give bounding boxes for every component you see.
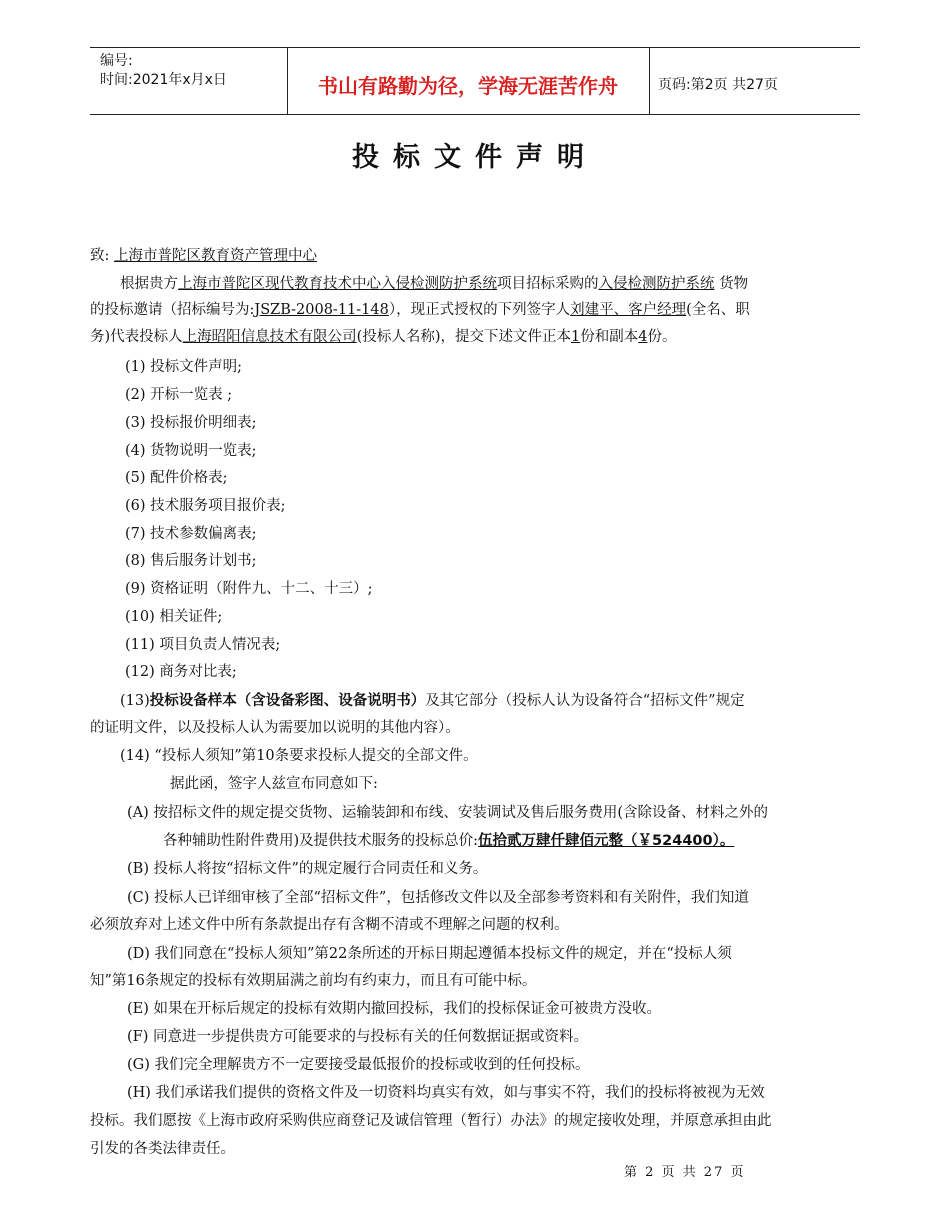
originals-count: 1 bbox=[571, 329, 581, 345]
intro-line-1 bbox=[120, 272, 748, 293]
number-label: 编号: bbox=[100, 53, 133, 69]
signer: 刘建平、客户经理 bbox=[570, 302, 687, 318]
company-name: 上海昭阳信息技术有限公司 bbox=[182, 329, 357, 345]
list-item: (12) 商务对比表; bbox=[125, 664, 237, 680]
clause-d-line-1: (D) 我们同意在“投标人须知”第22条所述的开标日期起遵循本投标文件的规定，并在“投标人须 bbox=[127, 946, 732, 962]
header-divider-right bbox=[649, 47, 650, 114]
clause-h-line-2: 投标。我们愿按《上海市政府采购供应商登记及诚信管理（暂行）办法》的规定接收处理，并原意承担由此 bbox=[90, 1113, 772, 1129]
clause-h-line-3: 引发的各类法律责任。 bbox=[90, 1141, 235, 1157]
header-bottom-rule bbox=[90, 114, 860, 115]
salutation-prefix: 致: bbox=[90, 248, 110, 264]
total-price: 伍拾贰万肆仟肆佰元整（￥524400）。 bbox=[478, 833, 735, 849]
intro-text: (投标人名称)，提交下述文件正本 bbox=[356, 329, 571, 345]
project-name: 上海市普陀区现代教育技术中心入侵检测防护系统 bbox=[178, 276, 497, 292]
intro-text: (全名、职 bbox=[686, 302, 750, 318]
list-item: (6) 技术服务项目报价表; bbox=[125, 498, 286, 514]
goods-name: 入侵检测防护系统 bbox=[598, 276, 715, 292]
item-13-number: (13) bbox=[120, 693, 150, 709]
intro-line-2 bbox=[90, 298, 750, 319]
intro-text: 的投标邀请（招标编号为: bbox=[90, 302, 255, 318]
clause-c-line-1: (C) 投标人已详细审核了全部“招标文件”，包括修改文件以及全部参考资料和有关附件，我们知道 bbox=[127, 890, 749, 906]
list-item: (5) 配件价格表; bbox=[125, 470, 228, 486]
intro-text: 货物 bbox=[719, 276, 749, 292]
motto: 书山有路勤为径，学海无涯苦作舟 bbox=[318, 74, 618, 98]
item-13 bbox=[120, 689, 745, 710]
header-page-info bbox=[658, 74, 778, 94]
time-value: 2021年x月x日 bbox=[132, 72, 227, 88]
intro-text: 项目招标采购的 bbox=[497, 276, 599, 292]
clause-f: (F) 同意进一步提供贵方可能要求的与投标有关的任何数据证据或资料。 bbox=[127, 1029, 588, 1045]
intro-text: ），现正式授权的下列签字人 bbox=[388, 302, 571, 318]
header-top-rule bbox=[90, 47, 860, 48]
clause-g: (G) 我们完全理解贵方不一定要接受最低报价的投标或收到的任何投标。 bbox=[127, 1057, 590, 1073]
list-item: (3) 投标报价明细表; bbox=[125, 415, 257, 431]
intro-text: 份。 bbox=[647, 329, 677, 345]
bid-number: JSZB-2008-11-148 bbox=[254, 302, 389, 318]
list-item: (7) 技术参数偏离表; bbox=[125, 526, 257, 542]
clause-a-line-2 bbox=[163, 829, 734, 850]
list-item: (4) 货物说明一览表; bbox=[125, 443, 257, 459]
clause-h-line-1: (H) 我们承诺我们提供的资格文件及一切资料均真实有效，如与事实不符，我们的投标将被视为无效 bbox=[127, 1085, 765, 1101]
intro-text: 根据贵方 bbox=[120, 276, 178, 292]
list-item: (2) 开标一览表 ; bbox=[125, 387, 233, 403]
list-item: (1) 投标文件声明; bbox=[125, 359, 243, 375]
item-13-text: 及其它部分（投标人认为设备符合“招标文件”规定 bbox=[425, 693, 745, 709]
item-14: (14) “投标人须知”第10条要求投标人提交的全部文件。 bbox=[120, 748, 478, 764]
clause-e: (E) 如果在开标后规定的投标有效期内撤回投标，我们的投标保证金可被贵方没收。 bbox=[127, 1001, 662, 1017]
page-label: 页码: bbox=[658, 77, 691, 93]
clause-a-text: 各种辅助性附件费用)及提供技术服务的投标总价: bbox=[163, 833, 479, 849]
list-item: (10) 相关证件; bbox=[125, 609, 223, 625]
clause-a-line-1: (A) 按招标文件的规定提交货物、运输装卸和布线、安装调试及售后服务费用(含除设备、材料之外的 bbox=[127, 805, 769, 821]
clause-d-line-2: 知”第16条规定的投标有效期届满之前均有约束力，而且有可能中标。 bbox=[90, 973, 537, 989]
declaration-intro: 据此函，签字人兹宣布同意如下: bbox=[170, 776, 378, 792]
page-text: 第2页 共27页 bbox=[690, 77, 778, 93]
recipient: 上海市普陀区教育资产管理中心 bbox=[114, 248, 317, 264]
salutation bbox=[90, 244, 317, 265]
intro-text: 份和副本 bbox=[580, 329, 639, 345]
time-line bbox=[100, 71, 227, 90]
intro-line-3 bbox=[90, 325, 676, 346]
header-meta bbox=[100, 52, 227, 90]
item-13-bold: 投标设备样本（含设备彩图、设备说明书） bbox=[149, 693, 426, 709]
item-13-cont: 的证明文件，以及投标人认为需要加以说明的其他内容）。 bbox=[90, 720, 460, 736]
list-item: (8) 售后服务计划书; bbox=[125, 553, 257, 569]
page-footer: 第 2 页 共 27 页 bbox=[624, 1165, 746, 1180]
clause-b: (B) 投标人将按“招标文件”的规定履行合同责任和义务。 bbox=[127, 861, 488, 877]
copies-count: 4 bbox=[638, 329, 648, 345]
time-label: 时间: bbox=[100, 72, 133, 88]
intro-text: 务)代表投标人 bbox=[90, 329, 183, 345]
clause-c-line-2: 必须放弃对上述文件中所有条款提出存有含糊不清或不理解之问题的权利。 bbox=[90, 917, 569, 933]
list-item: (9) 资格证明（附件九、十二、十三）; bbox=[125, 581, 373, 597]
list-item: (11) 项目负责人情况表; bbox=[125, 637, 281, 653]
document-title: 投标文件声明 bbox=[352, 142, 598, 173]
